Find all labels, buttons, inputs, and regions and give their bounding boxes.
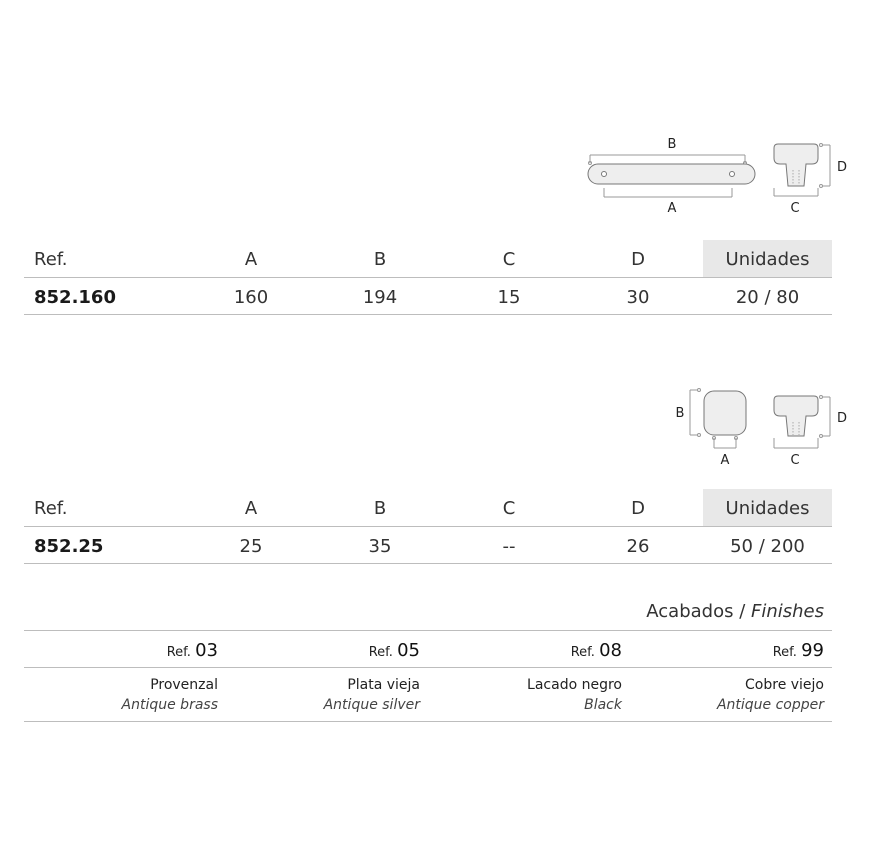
cell-b: 35 <box>368 536 392 557</box>
finishes-title-es: Acabados <box>646 601 734 622</box>
cell-d: 26 <box>626 536 650 557</box>
screw-hole-right <box>730 172 735 177</box>
label-b: B <box>667 137 677 152</box>
screw-hole-left <box>602 172 607 177</box>
finish-ref-code: 03 <box>195 640 218 661</box>
cell-c: -- <box>502 536 516 557</box>
divider <box>24 721 832 722</box>
finishes-title-separator: / <box>733 601 751 622</box>
finish-names-03 <box>122 675 218 715</box>
table-header <box>24 240 832 278</box>
finish-name-en: Antique silver <box>323 697 420 713</box>
dimension-a <box>604 188 732 197</box>
dimension-a <box>713 437 738 449</box>
cell-a: 160 <box>233 287 269 308</box>
divider <box>24 630 832 631</box>
finish-ref <box>773 640 824 661</box>
cell-c: 15 <box>497 287 521 308</box>
spec-table-852-160 <box>24 240 832 315</box>
finish-ref-prefix: Ref. <box>368 645 393 660</box>
label-d: D <box>836 160 848 175</box>
dimension-b <box>690 389 701 437</box>
label-c: C <box>790 201 800 216</box>
finish-ref-code: 05 <box>397 640 420 661</box>
header-a: A <box>244 249 258 270</box>
header-b: B <box>373 498 387 519</box>
finish-ref-code: 08 <box>599 640 622 661</box>
knob-body <box>704 391 746 435</box>
divider <box>24 667 832 668</box>
cell-d: 30 <box>626 287 650 308</box>
header-d: D <box>631 498 645 519</box>
cell-ref: 852.25 <box>34 536 104 557</box>
cell-a: 25 <box>239 536 263 557</box>
finish-item-08 <box>571 640 622 661</box>
finish-name-en: Antique brass <box>121 697 218 713</box>
table-header <box>24 489 832 527</box>
cell-units: 20 / 80 <box>735 287 800 308</box>
dimension-d <box>820 144 831 188</box>
cell-b: 194 <box>362 287 398 308</box>
finish-names-08 <box>527 675 622 715</box>
finish-ref-prefix: Ref. <box>772 645 797 660</box>
finish-ref-code: 99 <box>801 640 824 661</box>
finish-names-05 <box>324 675 420 715</box>
finish-item-03 <box>167 640 218 661</box>
dimension-c <box>774 438 818 448</box>
finish-name: Provenzal <box>150 677 218 693</box>
finish-names-99 <box>717 675 824 715</box>
side-profile <box>774 144 818 186</box>
table-row <box>24 278 832 315</box>
header-ref: Ref. <box>34 249 68 270</box>
finish-ref-prefix: Ref. <box>570 645 595 660</box>
spec-table-852-25 <box>24 489 832 564</box>
header-c: C <box>502 249 516 270</box>
label-a: A <box>667 201 677 216</box>
dimension-c <box>774 188 818 196</box>
cell-units: 50 / 200 <box>730 536 805 557</box>
finishes-title <box>646 601 824 622</box>
dimension-d <box>820 396 831 438</box>
knob-diagram <box>670 380 870 470</box>
dimension-b <box>589 155 747 165</box>
header-units: Unidades <box>703 489 832 526</box>
finish-ref <box>571 640 622 661</box>
finishes-title-en: Finishes <box>750 601 824 622</box>
label-d: D <box>836 411 848 426</box>
header-units: Unidades <box>703 240 832 277</box>
finish-item-99 <box>773 640 824 661</box>
side-profile <box>774 396 818 436</box>
label-c: C <box>790 453 800 468</box>
finish-name-en: Antique copper <box>716 697 824 713</box>
finish-ref-prefix: Ref. <box>166 645 191 660</box>
header-b: B <box>373 249 387 270</box>
header-c: C <box>502 498 516 519</box>
header-a: A <box>244 498 258 519</box>
finish-item-05 <box>369 640 420 661</box>
label-b: B <box>675 406 685 421</box>
finish-ref <box>167 640 218 661</box>
bar-handle-diagram <box>580 130 870 220</box>
finish-ref <box>369 640 420 661</box>
finish-name: Plata vieja <box>347 677 420 693</box>
header-d: D <box>631 249 645 270</box>
finish-name-en: Black <box>584 697 622 713</box>
finish-name: Cobre viejo <box>745 677 824 693</box>
label-a: A <box>720 453 730 468</box>
finish-name: Lacado negro <box>527 677 622 693</box>
cell-ref: 852.160 <box>34 287 116 308</box>
table-row <box>24 527 832 564</box>
header-ref: Ref. <box>34 498 68 519</box>
